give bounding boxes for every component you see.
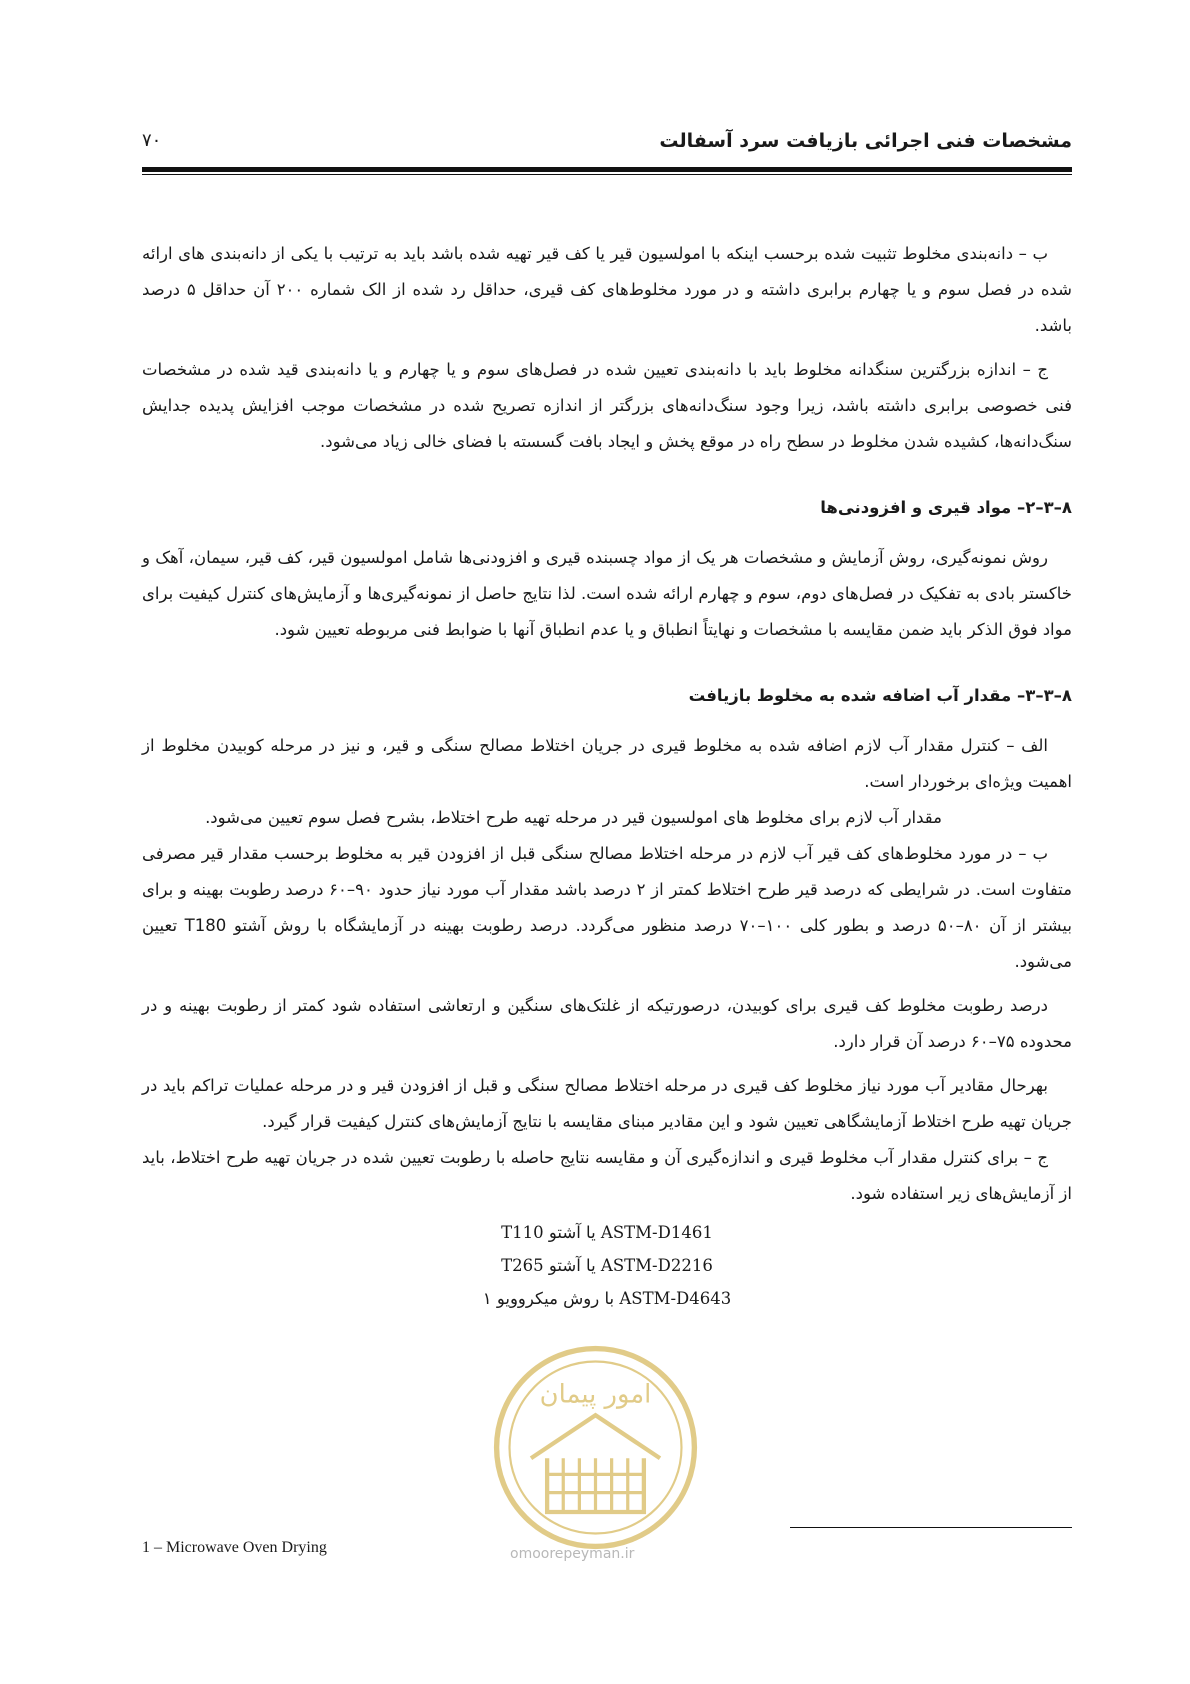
paragraph: ب – در مورد مخلوط‌های کف قیر آب لازم در مرحله اختلاط مصالح سنگی قبل از افزودن قیر به مخلوط برحسب مقدار قیر مصرفی متفاوت است. در شرایطی که درصد قیر طرح اختلاط کمتر از ۲ درصد باشد مقدار آب مورد نیاز حدود ۹۰–۶۰ درصد رطوبت بهینه و برای بیشتر از آن ۸۰–۵۰ درصد و بطور کلی ۱۰۰–۷۰ درصد منظور می‌گردد. درصد رطوبت بهینه در آزمایشگاه با روش آشتو T180 تعیین می‌شود. <box>142 844 1072 971</box>
header-rule <box>142 167 1072 172</box>
paragraph: ب – دانه‌بندی مخلوط تثبیت شده برحسب اینکه با امولسیون قیر یا کف قیر تهیه شده باشد باید به ترتیب با یکی از دانه‌بندی های ارائه شده در فصل سوم و یا چهارم برابری داشته و در مورد مخلوط‌های کف قیری، حداقل رد شده از الک شماره ۲۰۰ آن حداقل ۵ درصد باشد. <box>142 244 1073 335</box>
footnote-rule <box>790 1527 1072 1528</box>
watermark-url: omoorepeyman.ir <box>510 1546 635 1562</box>
paragraph: مقدار آب لازم برای مخلوط های امولسیون قیر در مرحله تهیه طرح اختلاط، بشرح فصل سوم تعیین می‌شود. <box>205 808 942 827</box>
watermark-stamp-icon <box>488 1340 703 1555</box>
section-heading: ۸–۳–۲– مواد قیری و افزودنی‌ها <box>820 498 1072 517</box>
header-rule-thin <box>142 174 1072 175</box>
paragraph: درصد رطوبت مخلوط کف قیری برای کوبیدن، درصورتیکه از غلتک‌های سنگین و ارتعاشی استفاده شود کمتر از رطوبت بهینه و در محدوده ۷۵–۶۰ درصد آن قرار دارد. <box>142 996 1072 1051</box>
document-body <box>142 236 1072 1315</box>
paragraph: بهرحال مقادیر آب مورد نیاز مخلوط کف قیری در مرحله اختلاط مصالح سنگی و قبل از افزودن قیر و در مرحله عملیات تراکم باید در جریان تهیه طرح اختلاط آزمایشگاهی تعیین شود و این مقادیر مبنای مقایسه با نتایج آزمایش‌های کنترل کیفیت قرار گیرد. <box>142 1076 1072 1131</box>
test-item: ASTM-D4643 با روش میکروویو ۱ <box>482 1289 732 1308</box>
test-item: ASTM-D1461 یا آشتو T110 <box>501 1223 713 1242</box>
paragraph: الف – کنترل مقدار آب لازم اضافه شده به مخلوط قیری در جریان اختلاط مصالح سنگی و قیر، و نیز در مرحله کوبیدن مخلوط از اهمیت ویژه‌ای برخوردار است. <box>142 736 1072 791</box>
test-list <box>142 1216 1072 1315</box>
paragraph: ج – برای کنترل مقدار آب مخلوط قیری و اندازه‌گیری آن و مقایسه نتایج حاصله با رطوبت تعیین شده در جریان تهیه طرح اختلاط، باید از آزمایش‌های زیر استفاده شود. <box>142 1148 1072 1203</box>
paragraph: ج – اندازه بزرگترین سنگدانه مخلوط باید با دانه‌بندی تعیین شده در فصل‌های سوم و یا چهارم و یا دانه‌بندی قید شده در مشخصات فنی خصوصی برابری داشته باشد، زیرا وجود سنگ‌دانه‌های بزرگتر از اندازه تصریح شده در مشخصات موجب افزایش پدیده جدایش سنگ‌دانه‌ها، کشیده شدن مخلوط در سطح راه در موقع پخش و ایجاد بافت گسسته با فضای خالی زیاد می‌شود. <box>142 360 1072 451</box>
paragraph: روش نمونه‌گیری، روش آزمایش و مشخصات هر یک از مواد چسبنده قیری و افزودنی‌ها شامل امولسیون قیر، کف قیر، سیمان، آهک و خاکستر بادی به تفکیک در فصل‌های دوم، سوم و چهارم ارائه شده است. لذا نتایج حاصل از نمونه‌گیری‌ها و آزمایش‌های کنترل کیفیت برای مواد فوق الذکر باید ضمن مقایسه با مشخصات و نهایتاً انطباق و یا عدم انطباق آنها با ضوابط فنی مربوطه تعیین شود. <box>142 548 1072 639</box>
page-header <box>142 128 1072 162</box>
footnote: 1 – Microwave Oven Drying <box>142 1539 327 1556</box>
watermark-text: امور پیمان <box>539 1379 652 1410</box>
section-heading: ۸–۳–۳– مقدار آب اضافه شده به مخلوط بازیافت <box>688 686 1072 705</box>
page-title: مشخصات فنی اجرائی بازیافت سرد آسفالت <box>659 130 1072 152</box>
test-item: ASTM-D2216 یا آشتو T265 <box>501 1256 713 1275</box>
page-number: ۷۰ <box>142 130 162 151</box>
